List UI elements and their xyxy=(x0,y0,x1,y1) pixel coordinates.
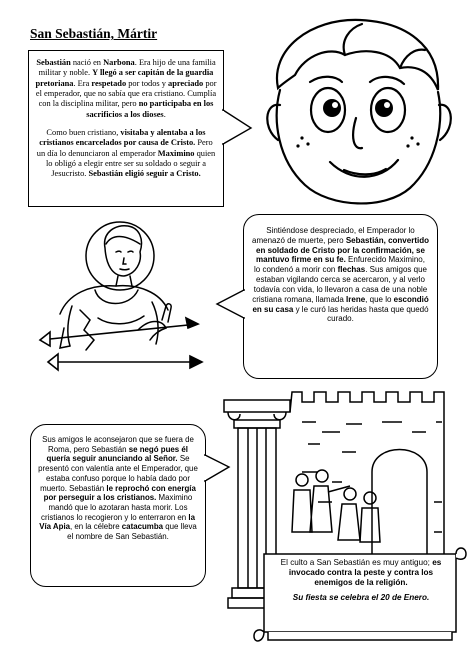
saint-with-arrows-illustration xyxy=(20,218,205,383)
text-run: le reprochó con energía por perseguir a los cristianos. xyxy=(43,483,196,503)
text-run: respetado xyxy=(91,78,127,88)
page-title: San Sebastián, Mártir xyxy=(30,26,158,41)
text-run: Y llegó a ser capitán de la guardia pretoriana xyxy=(35,68,214,88)
text-run: Maximino mandó que lo azotaran hasta morir. Los cristianos lo recogieron y lo enterraron en xyxy=(41,493,193,522)
text-run: Como buen cristiano, xyxy=(46,127,121,137)
text-run: quien lo obligó a elegir entre ser su soldado o seguir a Jesucristo. xyxy=(45,148,216,179)
text-run: Narbona xyxy=(103,58,135,67)
text-run: se negó pues él quería seguir anunciando al Señor. xyxy=(46,444,188,464)
text-run: por todos y xyxy=(126,78,169,88)
text-run: la Vía Apia xyxy=(39,512,195,532)
scroll-text xyxy=(281,558,442,587)
text-run: Sebastián xyxy=(36,58,71,67)
text-run: flechas xyxy=(337,265,366,275)
text-run: , que lo xyxy=(365,294,394,304)
text-run: Maximino xyxy=(157,148,195,158)
text-box-second-arrest xyxy=(30,424,206,587)
text-run: . Sus amigos que estaban vigilando cerca se acercaron, y al verlo todavía con vida, lo llevaron a casa de una noble cristiana romana, llamada xyxy=(252,265,428,304)
scroll-content xyxy=(270,558,452,603)
second-arrest-text xyxy=(38,435,198,541)
text-run: por el emperador, que no sabía que era cristiano. Cumplía con la disciplina militar, pero xyxy=(35,78,217,109)
text-run: apreciado xyxy=(168,78,204,88)
text-run: no participaba en los sacrificios a los dioses xyxy=(86,99,214,119)
speech-pointer-box1 xyxy=(223,110,253,150)
text-run: . Era hijo de una familia militar y noble. xyxy=(38,58,216,78)
text-run: Sebastián, convertido en soldado de Cristo por la confirmación, se mantuvo firme en su fe. xyxy=(256,235,429,265)
text-run: Pero un día lo denunciaron al emperador xyxy=(36,138,213,158)
text-run: nació en xyxy=(70,58,104,67)
text-run: Irene xyxy=(346,294,366,304)
text-run: El culto a San Sebastián es muy antiguo; xyxy=(280,558,433,567)
text-run: Sebastián eligió seguir a Cristo. xyxy=(88,169,201,179)
text-run: y le curó las heridas hasta que quedó curado. xyxy=(293,304,429,324)
text-run: Enfurecido Maximino, lo condenó a morir con xyxy=(254,255,425,275)
text-box-martyrdom xyxy=(243,214,438,379)
biography-paragraph-2 xyxy=(35,128,217,180)
text-run: es invocado contra la peste y contra los enemigos de la religión. xyxy=(288,558,442,588)
text-run: visitaba y alentaba a los cristianos encarcelados por causa de Cristo. xyxy=(39,127,206,148)
text-run: , en la célebre xyxy=(70,522,122,532)
text-run: . xyxy=(163,109,166,119)
text-run: Sus amigos le aconsejaron que se fuera de Roma, pero Sebastián xyxy=(42,435,194,454)
feast-day: Su fiesta se celebra el 20 de Enero. xyxy=(292,593,430,603)
biography-paragraph-1 xyxy=(35,58,217,120)
text-box-biography xyxy=(28,50,224,207)
text-run: escondió en su casa xyxy=(252,294,429,314)
text-run: que lleva el nombre de San Sebastián. xyxy=(67,522,197,542)
text-run: catacumba xyxy=(121,522,164,532)
speech-pointer-box2 xyxy=(217,290,247,324)
text-run: Sintiéndose despreciado, el Emperador lo amenazó de muerte, pero xyxy=(252,226,415,245)
martyrdom-text xyxy=(252,226,429,323)
text-run: Se presentó con valentía ante el Emperador, que estaba confuso porque lo había dado por muerto. Sebastián xyxy=(38,454,198,493)
text-run: . Era xyxy=(73,78,92,88)
boy-face-illustration xyxy=(250,10,465,225)
